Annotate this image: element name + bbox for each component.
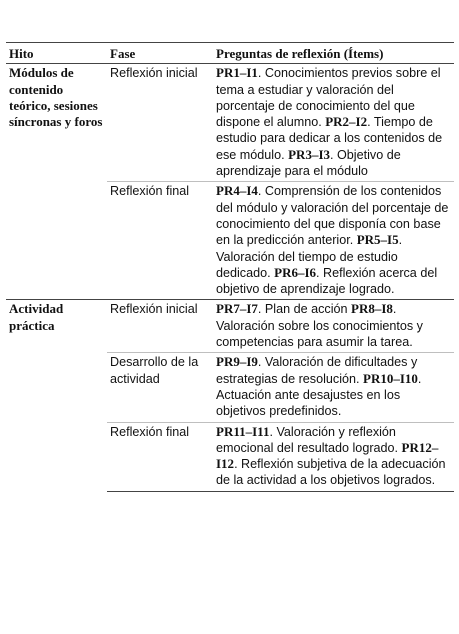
item-code: PR12–I12	[216, 439, 439, 472]
item-code: PR3–I3	[288, 146, 330, 162]
fase-cell: Reflexión inicial	[107, 64, 208, 182]
header-row	[6, 43, 454, 64]
item-code: PR4–I4	[216, 183, 258, 199]
preguntas-cell	[208, 353, 454, 422]
item-text: . Tiempo de estudio para dedicar a los contenidos de ese módulo.	[216, 115, 443, 162]
item-code: PR1–I1	[216, 65, 258, 81]
item-code: PR5–I5	[356, 232, 399, 248]
preguntas-cell	[208, 64, 454, 182]
hito-cell: Actividad práctica	[6, 300, 107, 491]
item-code: PR2–I2	[325, 114, 368, 130]
item-text: . Valoración sobre los conocimientos y competencias para asumir la tarea.	[216, 302, 423, 350]
item-code: PR9–I9	[216, 354, 258, 370]
preguntas-cell	[208, 422, 454, 491]
item-text: . Valoración de dificultades y estrategias de resolución.	[216, 355, 418, 386]
header-fase: Fase	[107, 43, 208, 64]
item-text: . Reflexión acerca del objetivo de aprendizaje logrado.	[216, 265, 438, 297]
table-row	[6, 64, 454, 182]
item-text: . Comprensión de los contenidos del módulo y valoración del porcentaje de conocimiento del que disponía con base en la predicción anterior.	[216, 184, 449, 248]
fase-cell: Reflexión final	[107, 182, 208, 300]
item-text: . Conocimientos previos sobre el tema a estudiar y valoración del porcentaje de conocimiento del que dispone el alumno.	[216, 66, 441, 130]
item-text: . Plan de acción	[257, 302, 352, 317]
item-text: . Valoración del tiempo de estudio dedicado.	[216, 233, 403, 280]
fase-cell: Reflexión inicial	[107, 300, 208, 353]
item-code: PR10–I10	[363, 370, 418, 386]
header-preguntas: Preguntas de reflexión (Ítems)	[208, 43, 454, 64]
fase-cell: Desarrollo de la actividad	[107, 353, 208, 422]
item-code: PR11–I11	[216, 423, 270, 439]
item-text: . Valoración y reflexión emocional del resultado logrado.	[216, 424, 402, 455]
header-hito: Hito	[6, 43, 107, 64]
preguntas-cell	[208, 182, 454, 300]
item-text: . Objetivo de aprendizaje para el módulo	[216, 147, 401, 179]
item-text: . Reflexión subjetiva de la adecuación de la actividad a los objetivos logrados.	[216, 457, 446, 488]
fase-cell: Reflexión final	[107, 422, 208, 491]
preguntas-cell	[208, 300, 454, 353]
table-row	[6, 300, 454, 353]
reflection-questions-table	[6, 42, 454, 492]
item-text: . Actuación ante desajustes en los objetivos predefinidos.	[216, 371, 422, 419]
item-code: PR8–I8	[351, 301, 393, 317]
hito-cell: Módulos de contenido teórico, sesiones síncronas y foros	[6, 64, 107, 300]
item-code: PR7–I7	[216, 301, 258, 317]
item-code: PR6–I6	[274, 264, 317, 280]
